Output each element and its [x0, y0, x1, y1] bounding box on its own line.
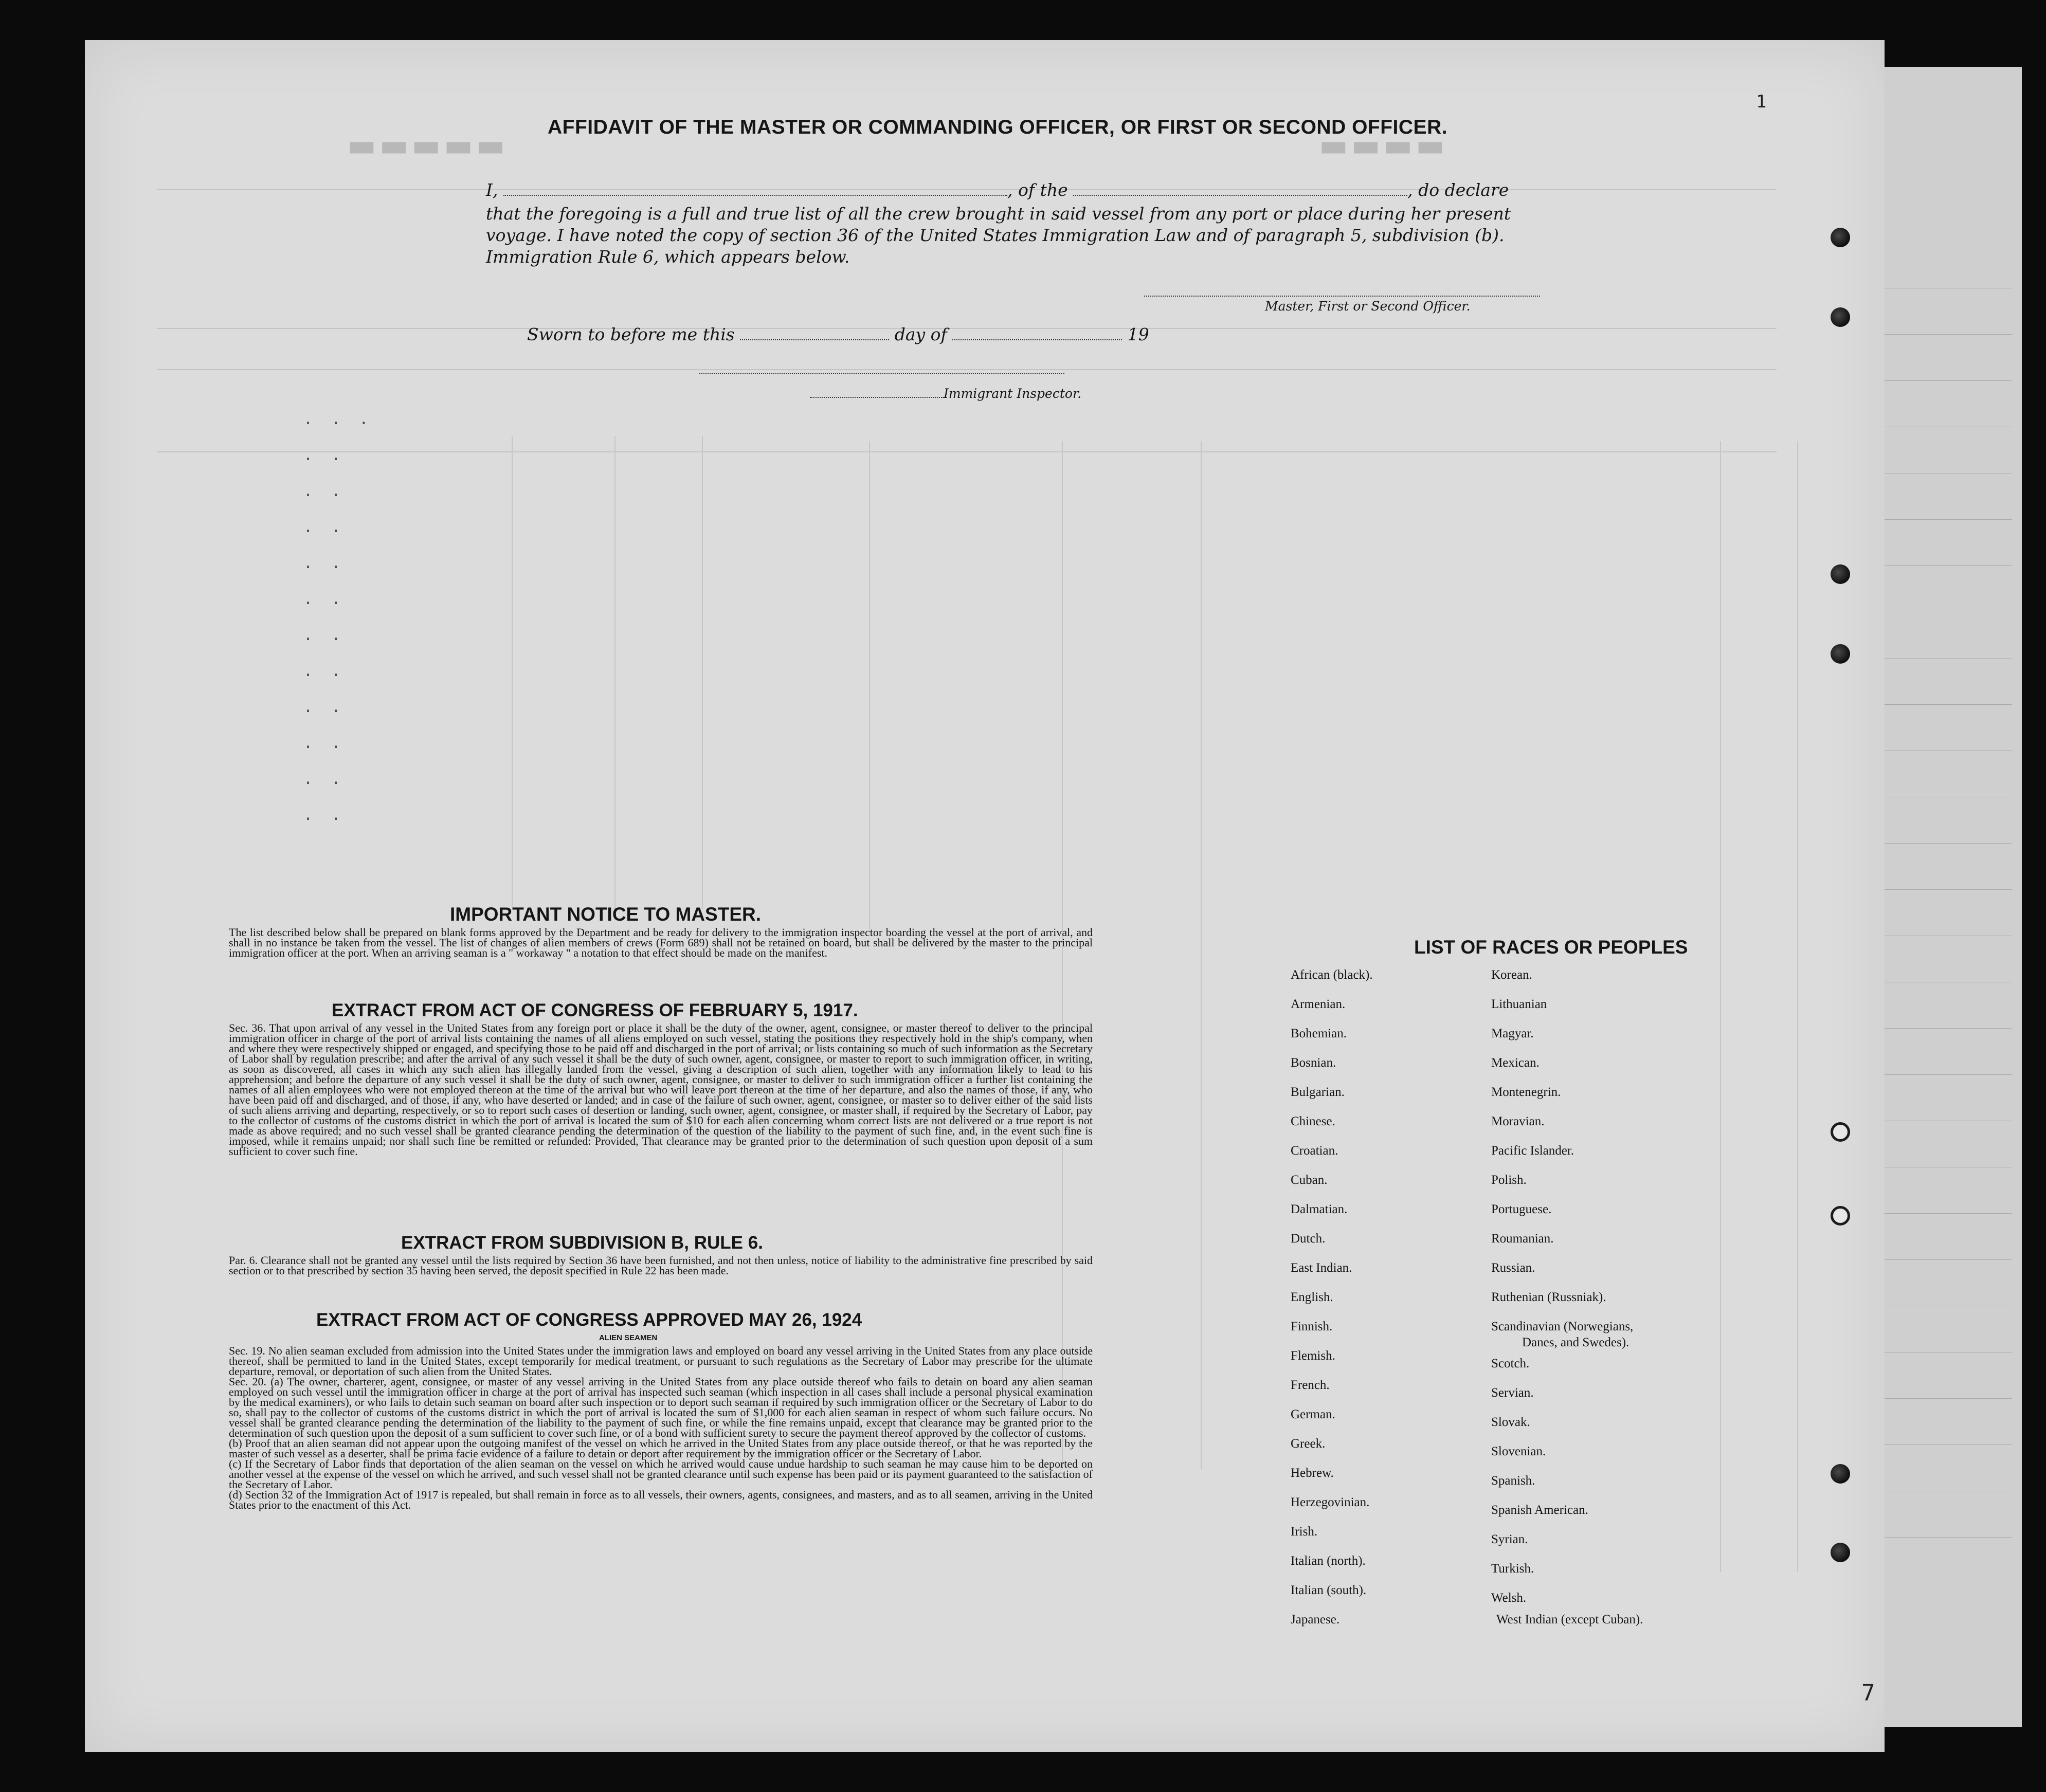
binder-hole — [1831, 564, 1850, 584]
bleed-through-column — [702, 436, 703, 909]
affidavit-text: Immigration Rule 6, which appears below. — [486, 247, 850, 267]
race-item: Ruthenian (Russniak). — [1491, 1290, 1606, 1304]
notice-body: The list described below shall be prepared on blank forms approved by the Department and be ready for delivery to the immigration inspector boarding the vessel at the port of arrival, and shall in no instance be taken from the vessel. The list of changes of alien members of crews (Form 689) shall not be retained on board, but shall be delivered by the master to the principal immigration officer at the port. When an arriving seaman is a " workaway " a notation to that effect should be made on the manifest. — [229, 926, 1093, 959]
rule-6-title: EXTRACT FROM SUBDIVISION B, RULE 6. — [401, 1233, 763, 1253]
sworn-text: 19 — [1127, 324, 1149, 344]
binder-hole — [1831, 1206, 1850, 1226]
bleed-through-column — [512, 436, 513, 909]
affidavit-text: , do declare — [1407, 180, 1509, 200]
race-item: Slovenian. — [1491, 1444, 1546, 1458]
affidavit-title: AFFIDAVIT OF THE MASTER OR COMMANDING OFFICER, OR FIRST OR SECOND OFFICER. — [548, 116, 1448, 138]
races-title: LIST OF RACES OR PEOPLES — [1414, 937, 1688, 958]
notice-title: IMPORTANT NOTICE TO MASTER. — [450, 904, 762, 925]
race-item-continued: Danes, and Swedes). — [1522, 1336, 1629, 1349]
row-marks: . . . . . . . . . . . . . . . . . . . . . . . . . — [303, 410, 369, 824]
affidavit-text: I, — [486, 180, 498, 200]
race-item: Japanese. — [1291, 1613, 1340, 1626]
inspector-name-field[interactable] — [810, 397, 944, 398]
bleed-through-column — [1201, 441, 1202, 1469]
binder-hole — [1831, 307, 1850, 327]
race-item: Irish. — [1291, 1525, 1318, 1539]
race-item: Greek. — [1291, 1437, 1326, 1451]
affidavit-text: voyage. I have noted the copy of section 36 of the United States Immigration Law and of paragraph 5, subdivision (b). — [486, 225, 1505, 245]
race-item: Syrian. — [1491, 1532, 1528, 1546]
act-1924-subtitle: ALIEN SEAMEN — [599, 1333, 658, 1342]
race-item: East Indian. — [1291, 1261, 1352, 1275]
race-item: Welsh. — [1491, 1591, 1527, 1605]
sworn-line — [527, 324, 1149, 344]
affidavit-text: , of the — [1007, 180, 1068, 200]
bleed-through-column — [1720, 441, 1721, 1572]
race-item: Turkish. — [1491, 1562, 1534, 1576]
race-item: French. — [1291, 1378, 1330, 1392]
rule-6-body: Par. 6. Clearance shall not be granted any vessel until the lists required by Section 36 have been furnished, and not then unless, notice of liability to the administrative fine prescribed by said section or to that prescribed by section 35 having been served, the deposit specified in Rule 22 has been made. — [229, 1254, 1093, 1277]
binder-hole — [1831, 644, 1850, 664]
affidavit-declaration-line — [486, 180, 1509, 200]
act-1924-title: EXTRACT FROM ACT OF CONGRESS APPROVED MAY 26, 1924 — [316, 1310, 862, 1330]
race-item: Bosnian. — [1291, 1056, 1336, 1070]
race-item: Cuban. — [1291, 1173, 1328, 1187]
race-item: Lithuanian — [1491, 997, 1547, 1011]
race-item: Magyar. — [1491, 1027, 1534, 1040]
race-item: Hebrew. — [1291, 1466, 1334, 1480]
officer-name-field[interactable] — [503, 195, 1007, 196]
sworn-day-field[interactable] — [740, 339, 889, 340]
bleed-through-line — [157, 451, 1777, 452]
race-item: Spanish. — [1491, 1474, 1535, 1488]
race-item: Roumanian. — [1491, 1232, 1554, 1246]
inspector-signature-field[interactable] — [699, 373, 1064, 374]
bleed-through-column — [1797, 441, 1798, 1572]
race-item: African (black). — [1291, 968, 1373, 982]
race-item: Italian (south). — [1291, 1583, 1367, 1597]
race-item: Chinese. — [1291, 1114, 1335, 1128]
inspector-caption: Immigrant Inspector. — [944, 386, 1082, 401]
race-item: Croatian. — [1291, 1144, 1338, 1158]
binder-hole — [1831, 1122, 1850, 1142]
act-1917-body: Sec. 36. That upon arrival of any vessel in the United States from any foreign port or place it shall be the duty of the owner, agent, consignee, or master thereof to deliver to the principal immigration officer in charge of the port of arrival lists containing the names of all aliens employed on such vessel, stating the positions they respectively hold in the ship's company, when and where they were respectively shipped or engaged, and specifying those to be paid off and discharged in the port of arrival; or lists containing so much of such information as the Secretary of Labor shall by regulation prescribe; and after the arrival of any such vessel it shall be the duty of such owner, agent, consignee, or master to report to such immigration officer, in writing, as soon as discovered, all cases in which any such alien has illegally landed from the vessel, giving a description of such alien, together with any information likely to lead to his apprehension; and before the departure of any such vessel it shall be the duty of such owner, agent, consignee, or master to deliver to such immigration officer a further list containing the names of all alien employees who were not employed thereon at the time of the arrival but who will leave port thereon at the time of her departure, and also the names of those, if any, who have been paid off and discharged, and of those, if any, who have deserted or landed; and in case of the failure of such owner, agent, consignee, or master so to deliver either of the said lists of such aliens arriving and departing, respectively, or so to report such cases of desertion or landing, such owner, agent, consignee, or master shall, if required by the Secretary of Labor, pay to the collector of customs of the customs district in which the port of arrival is located the sum of $10 for each alien concerning whom correct lists are not delivered or a true report is not made as above required; and no such vessel shall be granted clearance pending the determination of the question of the liability to the payment of such fine, and, in the event such fine is imposed, while it remains unpaid; nor shall such fine be remitted or refunded: Provided, That clearance may be granted prior to the determination of such question upon deposit of a sum sufficient to cover such fine. — [229, 1021, 1093, 1158]
act-1917-title: EXTRACT FROM ACT OF CONGRESS OF FEBRUARY 5, 1917. — [332, 1000, 858, 1020]
bleed-through-line — [157, 369, 1777, 370]
race-item: Armenian. — [1291, 997, 1346, 1011]
act-1924-body: Sec. 19. No alien seaman excluded from admission into the United States under the immigration laws and employed on board any vessel arriving in the United States from any place outside thereof, shall be permitted to land in the United States, except temporarily for medical treatment, or pursuant to such regulations as the Secretary of Labor may prescribe for the ultimate departure, removal, or deportation of such alien from the United States. Sec. 20. (a) The owner, charterer, agent, consignee, or master of any vessel arriving in the United States from any place outside thereof who fails to detain on board any alien seaman employed on such vessel until the immigration officer in charge at the port of arrival has inspected such seaman (which inspection in all cases shall include a personal physical examination by the medical examiners), or who fails to detain such seaman on board after such inspection or to deport such seaman if required by such immigration officer or the Secretary of Labor to do so, shall pay to the collector of customs of the customs district in which the port of arrival is located the sum of $1,000 for each alien seaman in respect of whom such failure occurs. No vessel shall be granted clearance pending the determination of the liability to the payment of such fine, or while the fine remains unpaid, except that clearance may be granted prior to the determination of such question upon the deposit of a sum sufficient to cover such fine, or of a bond with sufficient surety to secure the payment thereof approved by the collector of customs. (b) Proof that an alien seaman did not appear upon the outgoing manifest of the vessel on which he arrived in the United States from any place outside thereof, or that he was reported by the master of such vessel as a deserter, shall be prima facie evidence of a failure to detain or deport after requirement by the immigration officer or the Secretary of Labor. (c) If the Secretary of Labor finds that deportation of the alien seaman on the vessel on which he arrived would cause undue hardship to such seaman he may cause him to be deported on another vessel at the expense of the vessel on which he arrived, and such vessel shall not be granted clearance until such expense has been paid or its payment guaranteed to the satisfaction of the Secretary of Labor. (d) Section 32 of the Immigration Act of 1917 is repealed, but shall remain in force as to all vessels, their owners, agents, consignees, and masters, and as to all seamen, arriving in the United States prior to the enactment of this Act. — [229, 1344, 1093, 1511]
race-item: Italian (north). — [1291, 1554, 1366, 1568]
race-item: Montenegrin. — [1491, 1085, 1561, 1099]
race-item: Bohemian. — [1291, 1027, 1347, 1040]
race-item: German. — [1291, 1407, 1335, 1421]
affidavit-text: that the foregoing is a full and true list of all the crew brought in said vessel from any port or place during her present — [486, 204, 1511, 224]
race-item: Spanish American. — [1491, 1503, 1588, 1517]
binder-hole — [1831, 1543, 1850, 1562]
race-item: Flemish. — [1291, 1349, 1335, 1363]
race-item: West Indian (except Cuban). — [1496, 1613, 1643, 1626]
form-page — [85, 40, 1885, 1752]
race-item: Moravian. — [1491, 1114, 1545, 1128]
race-item: Slovak. — [1491, 1415, 1530, 1429]
sworn-text: day of — [894, 324, 947, 344]
bleed-through-mark: ▬▬▬▬ — [1319, 127, 1448, 163]
race-item: Polish. — [1491, 1173, 1527, 1187]
vessel-name-field[interactable] — [1073, 195, 1407, 196]
race-item: Scotch. — [1491, 1357, 1530, 1370]
race-item: Portuguese. — [1491, 1202, 1552, 1216]
bleed-through-column — [614, 436, 615, 909]
race-item: Dutch. — [1291, 1232, 1326, 1246]
corner-number: 1 — [1756, 92, 1767, 112]
race-item: Finnish. — [1291, 1320, 1333, 1333]
race-item: Russian. — [1491, 1261, 1535, 1275]
sworn-text: Sworn to before me this — [527, 324, 735, 344]
race-item: Herzegovinian. — [1291, 1495, 1370, 1509]
sworn-month-field[interactable] — [952, 339, 1122, 340]
race-item: Korean. — [1491, 968, 1532, 982]
bleed-through-mark: ▬▬▬▬▬ — [347, 127, 509, 163]
race-item: Scandinavian (Norwegians, — [1491, 1320, 1634, 1333]
binder-hole — [1831, 1464, 1850, 1484]
signer-caption: Master, First or Second Officer. — [1265, 299, 1471, 314]
race-item: Mexican. — [1491, 1056, 1540, 1070]
page-mark: 7 — [1861, 1680, 1875, 1706]
race-item: Dalmatian. — [1291, 1202, 1348, 1216]
race-item: Servian. — [1491, 1386, 1534, 1400]
race-item: English. — [1291, 1290, 1333, 1304]
binder-hole — [1831, 228, 1850, 247]
race-item: Pacific Islander. — [1491, 1144, 1574, 1158]
officer-signature-field[interactable] — [1144, 296, 1540, 297]
race-item: Bulgarian. — [1291, 1085, 1345, 1099]
bleed-through-column — [869, 441, 870, 929]
